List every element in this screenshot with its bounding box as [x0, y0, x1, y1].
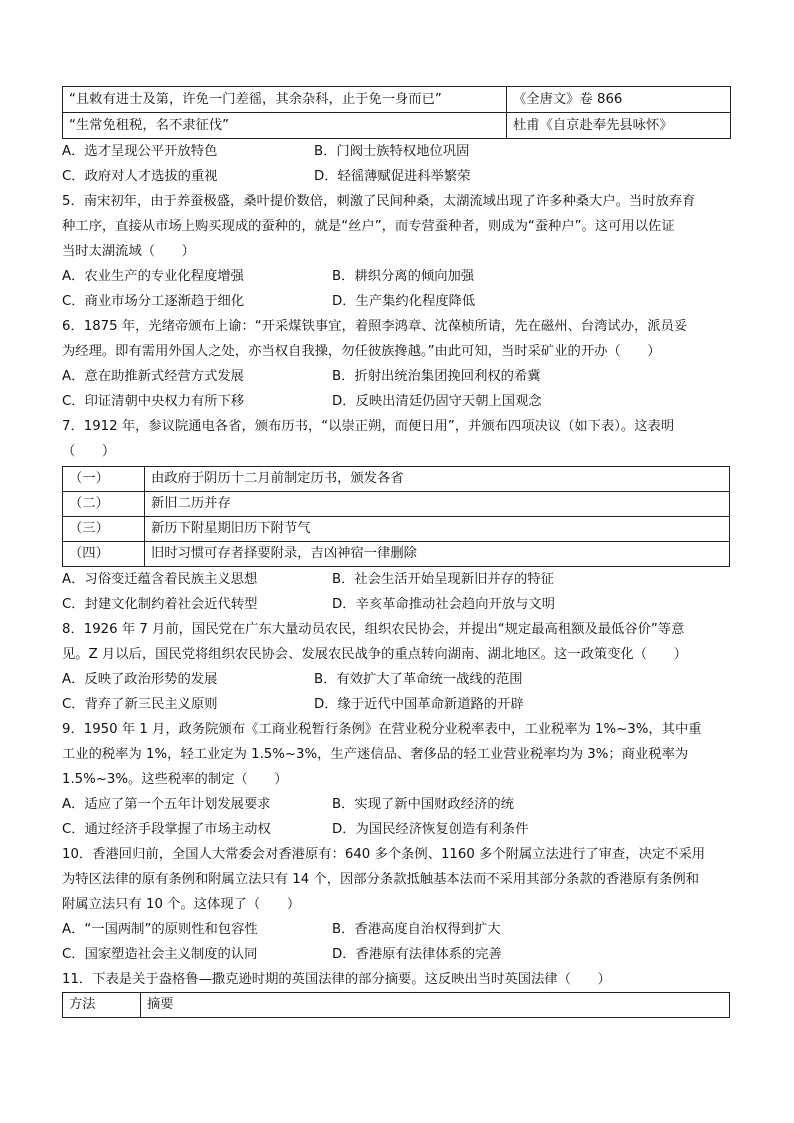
question-text: 10．香港回归前，全国人大常委会对香港原有：640 多个条例、1160 多个附属立法进行了审查，决定不采用 — [62, 847, 706, 862]
option-d[interactable]: D．香港原有法律体系的完善 — [332, 947, 502, 962]
question-5 — [62, 189, 730, 314]
resolution-table — [62, 466, 730, 567]
row-text: 新历下附星期旧历下附节气 — [145, 517, 730, 542]
law-summary-table — [62, 992, 730, 1018]
option-c[interactable]: C．通过经济手段掌握了市场主动权 — [62, 822, 271, 837]
option-c[interactable]: C．政府对人才选拔的重视 — [62, 169, 218, 184]
option-d[interactable]: D．生产集约化程度降低 — [332, 294, 476, 309]
row-text: 由政府于阴历十二月前制定历书，颁发各省 — [145, 467, 730, 492]
row-number: （三） — [63, 517, 145, 542]
option-a[interactable]: A．反映了政治形势的发展 — [62, 672, 218, 687]
table-row — [63, 113, 731, 139]
option-d[interactable]: D．为国民经济恢复创造有利条件 — [332, 822, 529, 837]
question-4-options — [62, 139, 730, 189]
option-a[interactable]: A．适应了第一个五年计划发展要求 — [62, 797, 271, 812]
option-b[interactable]: B．折射出统治集团挽回利权的希冀 — [332, 369, 541, 384]
option-d[interactable]: D．轻徭薄赋促进科举繁荣 — [314, 169, 471, 184]
row-text: 旧时习惯可存者择要附录，吉凶神宿一律删除 — [145, 542, 730, 567]
column-header-method: 方法 — [63, 993, 141, 1018]
question-text: 当时太湖流域（ ） — [62, 244, 195, 259]
option-d[interactable]: D．缘于近代中国革命新道路的开辟 — [314, 697, 524, 712]
question-text: 为经理。即有需用外国人之处，亦当权自我操，勿任彼族搀越。”由此可知，当时采矿业的开办（ ） — [62, 344, 661, 359]
option-c[interactable]: C．国家塑造社会主义制度的认同 — [62, 947, 258, 962]
quote-cell: “且敕有进士及第，许免一门差徭，其余杂科，止于免一身而已” — [63, 87, 507, 113]
exam-page — [62, 86, 730, 1018]
question-7 — [62, 414, 730, 617]
question-text: 11．下表是关于盎格鲁—撒克逊时期的英国法律的部分摘要。这反映出当时英国法律（ ） — [62, 972, 611, 987]
question-text: 见。Z 月以后，国民党将组织农民协会、发展农民战争的重点转向湖南、湖北地区。这一政策变化（ ） — [62, 647, 687, 662]
row-text: 新旧二历并存 — [145, 492, 730, 517]
table-row — [63, 517, 730, 542]
quote-cell: “生常免租税，名不隶征伐” — [63, 113, 507, 139]
question-9 — [62, 717, 730, 842]
question-text: （ ） — [62, 444, 116, 459]
question-text: 6．1875 年，光绪帝颁布上谕：“开采煤铁事宜，着照李鸿章、沈葆桢所请，先在磁州、台湾试办，派员妥 — [62, 319, 688, 334]
option-b[interactable]: B．实现了新中国财政经济的统 — [332, 797, 514, 812]
option-b[interactable]: B．耕织分离的倾向加强 — [332, 269, 475, 284]
table-row — [63, 467, 730, 492]
row-number: （二） — [63, 492, 145, 517]
option-a[interactable]: A．农业生产的专业化程度增强 — [62, 269, 244, 284]
source-cell: 《全唐文》卷 866 — [507, 87, 731, 113]
source-cell: 杜甫《自京赴奉先县咏怀》 — [507, 113, 731, 139]
source-table — [62, 86, 731, 139]
table-header-row — [63, 993, 730, 1018]
question-text: 9．1950 年 1 月，政务院颁布《工商业税暂行条例》在营业税分业税率表中，工业税率为 1%~3%，其中重 — [62, 722, 702, 737]
option-c[interactable]: C．印证清朝中央权力有所下移 — [62, 394, 245, 409]
option-b[interactable]: B．门阀士族特权地位巩固 — [314, 144, 470, 159]
table-row — [63, 87, 731, 113]
question-text: 8．1926 年 7 月前，国民党在广东大量动员农民，组织农民协会，并提出“规定最高租额及最低谷价”等意 — [62, 622, 685, 637]
question-text: 为特区法律的原有条例和附属立法只有 14 个，因部分条款抵触基本法而不采用其部分条款的香港原有条例和 — [62, 872, 700, 887]
option-d[interactable]: D．辛亥革命推动社会趋向开放与文明 — [332, 597, 555, 612]
option-b[interactable]: B．社会生活开始呈现新旧并存的特征 — [332, 572, 554, 587]
option-c[interactable]: C．商业市场分工逐渐趋于细化 — [62, 294, 245, 309]
row-number: （四） — [63, 542, 145, 567]
option-a[interactable]: A．“一国两制”的原则性和包容性 — [62, 922, 258, 937]
question-text: 工业的税率为 1%，轻工业定为 1.5%~3%，生产迷信品、奢侈品的轻工业营业税率均为 3%；商业税率为 — [62, 747, 689, 762]
option-d[interactable]: D．反映出清廷仍固守天朝上国观念 — [332, 394, 542, 409]
option-a[interactable]: A．选才呈现公平开放特色 — [62, 144, 218, 159]
question-text: 5．南宋初年，由于养蚕极盛，桑叶提价数倍，刺激了民间种桑，太湖流域出现了许多种桑大户。当时放弃育 — [62, 194, 696, 209]
option-b[interactable]: B．有效扩大了革命统一战线的范围 — [314, 672, 523, 687]
question-text: 1.5%~3%。这些税率的制定（ ） — [62, 772, 288, 787]
option-c[interactable]: C．封建文化制约着社会近代转型 — [62, 597, 258, 612]
question-text: 种工序，直接从市场上购买现成的蚕种的，就是“丝户”，而专营蚕种者，则成为“蚕种户”。这可用以佐证 — [62, 219, 675, 234]
option-c[interactable]: C．背弃了新三民主义原则 — [62, 697, 218, 712]
question-text: 附属立法只有 10 个。这体现了（ ） — [62, 897, 301, 912]
question-6 — [62, 314, 730, 414]
row-number: （一） — [63, 467, 145, 492]
question-11 — [62, 967, 730, 1018]
table-row — [63, 492, 730, 517]
question-10 — [62, 842, 730, 967]
question-8 — [62, 617, 730, 717]
table-row — [63, 542, 730, 567]
option-a[interactable]: A．习俗变迁蕴含着民族主义思想 — [62, 572, 258, 587]
option-a[interactable]: A．意在助推新式经营方式发展 — [62, 369, 244, 384]
question-text: 7．1912 年，参议院通电各省，颁布历书，“以崇正朔，而便日用”，并颁布四项决议（如下表）。这表明 — [62, 419, 675, 434]
column-header-summary: 摘要 — [141, 993, 730, 1018]
option-b[interactable]: B．香港高度自治权得到扩大 — [332, 922, 501, 937]
